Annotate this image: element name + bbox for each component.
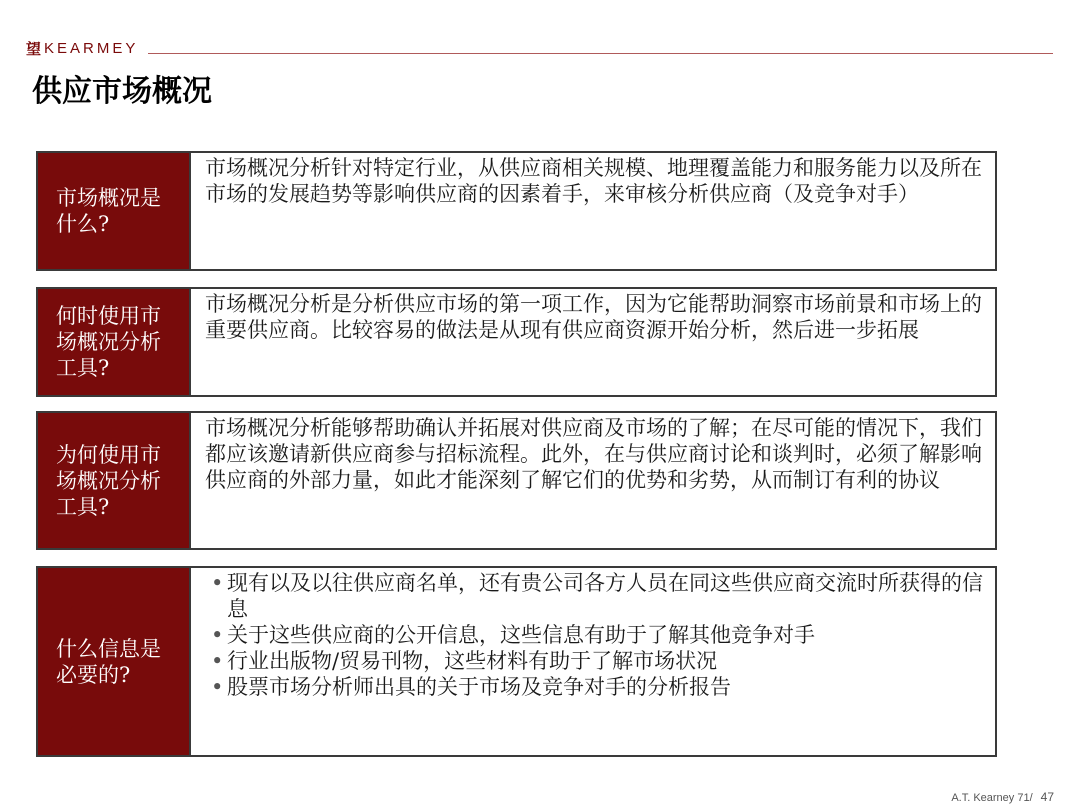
row-label: 市场概况是什么? [38, 153, 191, 269]
bullet-item: • 现有以及以往供应商名单，还有贵公司各方人员在同这些供应商交流时所获得的信息 [211, 570, 985, 622]
footer [951, 790, 1054, 804]
logo-mark: 望 [26, 39, 42, 58]
bullet-item: • 行业出版物/贸易刊物，这些材料有助于了解市场状况 [211, 648, 985, 674]
row-body: 市场概况分析是分析供应市场的第一项工作，因为它能帮助洞察市场前景和市场上的重要供应商。比较容易的做法是从现有供应商资源开始分析，然后进一步拓展 [205, 292, 982, 342]
footer-source: A.T. Kearney 71/ [951, 792, 1033, 804]
bullet-item: • 关于这些供应商的公开信息，这些信息有助于了解其他竞争对手 [211, 622, 985, 648]
row-body: 市场概况分析能够帮助确认并拓展对供应商及市场的了解；在尽可能的情况下，我们都应该邀请新供应商参与招标流程。此外，在与供应商讨论和谈判时，必须了解影响供应商的外部力量，如此才能深刻了解它们的优势和劣势，从而制订有利的协议 [205, 416, 982, 492]
info-row-required [36, 566, 997, 757]
page-title: 供应市场概况 [32, 74, 212, 109]
company-logo [26, 38, 138, 58]
row-label: 为何使用市场概况分析工具? [38, 413, 191, 548]
row-label: 何时使用市场概况分析工具? [38, 289, 191, 395]
row-body: 市场概况分析针对特定行业，从供应商相关规模、地理覆盖能力和服务能力以及所在市场的发展趋势等影响供应商的因素着手，来审核分析供应商（及竞争对手） [205, 156, 982, 206]
bullet-list [205, 570, 985, 700]
header-divider [148, 53, 1053, 54]
logo-text: KEARMEY [44, 39, 139, 57]
info-row-why [36, 411, 997, 550]
row-body [191, 568, 995, 755]
page-number: 47 [1040, 790, 1054, 804]
info-row-when [36, 287, 997, 397]
bullet-item: • 股票市场分析师出具的关于市场及竞争对手的分析报告 [211, 674, 985, 700]
row-label: 什么信息是必要的? [38, 568, 191, 755]
info-row-what [36, 151, 997, 271]
